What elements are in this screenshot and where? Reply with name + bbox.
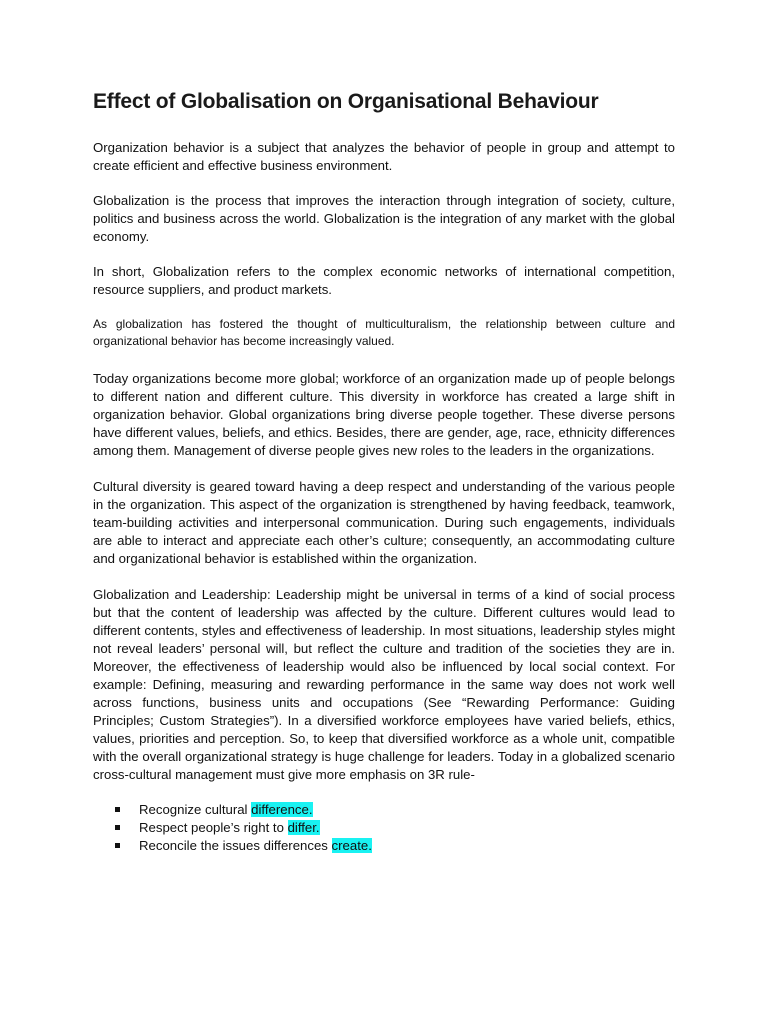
rule-text: Reconcile the issues differences — [139, 838, 332, 854]
paragraph-cultural-diversity: Cultural diversity is geared toward having a deep respect and understanding of the various people in the organization. This aspect of the organization is strengthened by having feedback, teamwork, team-building activities and interpersonal communication. During such engagements, individuals are able to interact and appreciate each other’s culture; consequently, an accommodating culture and organizational behavior is established within the organization. — [93, 479, 675, 567]
paragraph-org-behavior: Organization behavior is a subject that analyzes the behavior of people in group and attempt to create efficient and effective business environment. — [93, 140, 675, 174]
rule-text: Respect people’s right to — [139, 820, 288, 836]
square-bullet-icon — [115, 807, 120, 812]
list-item — [115, 819, 675, 837]
list-item — [115, 801, 675, 819]
paragraph-leadership: Globalization and Leadership: Leadership might be universal in terms of a kind of social process but that the content of leadership was affected by the culture. Different cultures would lead to different contents, styles and effectiveness of leadership. In most situations, leadership styles might not reveal leaders’ personal will, but reflect the culture and tradition of the societies they are in. Moreover, the effectiveness of leadership would also be influenced by local social context. For example: Defining, measuring and rewarding performance in the same way does not work well across functions, business units and occupations (See “Rewarding Performance: Guiding Principles; Custom Strategies”). In a diversified workforce employees have varied beliefs, ethics, values, priorities and perception. So, to keep that diversified workforce as a whole unit, compatible with the overall organizational strategy is huge challenge for leaders. Today in a globalized scenario cross-cultural management must give more emphasis on 3R rule- — [93, 587, 675, 783]
highlighted-text: create. — [331, 838, 372, 854]
highlighted-text: difference. — [251, 802, 313, 818]
document-title: Effect of Globalisation on Organisational Behaviour — [93, 90, 599, 113]
document-page — [93, 88, 675, 855]
highlighted-text: differ. — [287, 820, 320, 836]
square-bullet-icon — [115, 843, 120, 848]
square-bullet-icon — [115, 825, 120, 830]
paragraph-global-workforce: Today organizations become more global; workforce of an organization made up of people belongs to different nation and different culture. This diversity in workforce has created a large shift in organization behavior. Global organizations bring diverse people together. These diverse persons have different values, beliefs, and ethics. Besides, there are gender, age, race, ethnicity differences among them. Management of diverse people gives new roles to the leaders in the organizations. — [93, 371, 675, 459]
paragraph-multiculturalism: As globalization has fostered the thought of multiculturalism, the relationship between culture and organizational behavior has become increasingly valued. — [93, 317, 675, 349]
three-r-rule-list — [93, 801, 675, 855]
paragraph-globalization-short: In short, Globalization refers to the complex economic networks of international competition, resource suppliers, and product markets. — [93, 264, 675, 298]
paragraph-globalization-definition: Globalization is the process that improves the interaction through integration of society, culture, politics and business across the world. Globalization is the integration of any market with the global economy. — [93, 193, 675, 245]
list-item — [115, 837, 675, 855]
rule-text: Recognize cultural — [139, 802, 252, 818]
